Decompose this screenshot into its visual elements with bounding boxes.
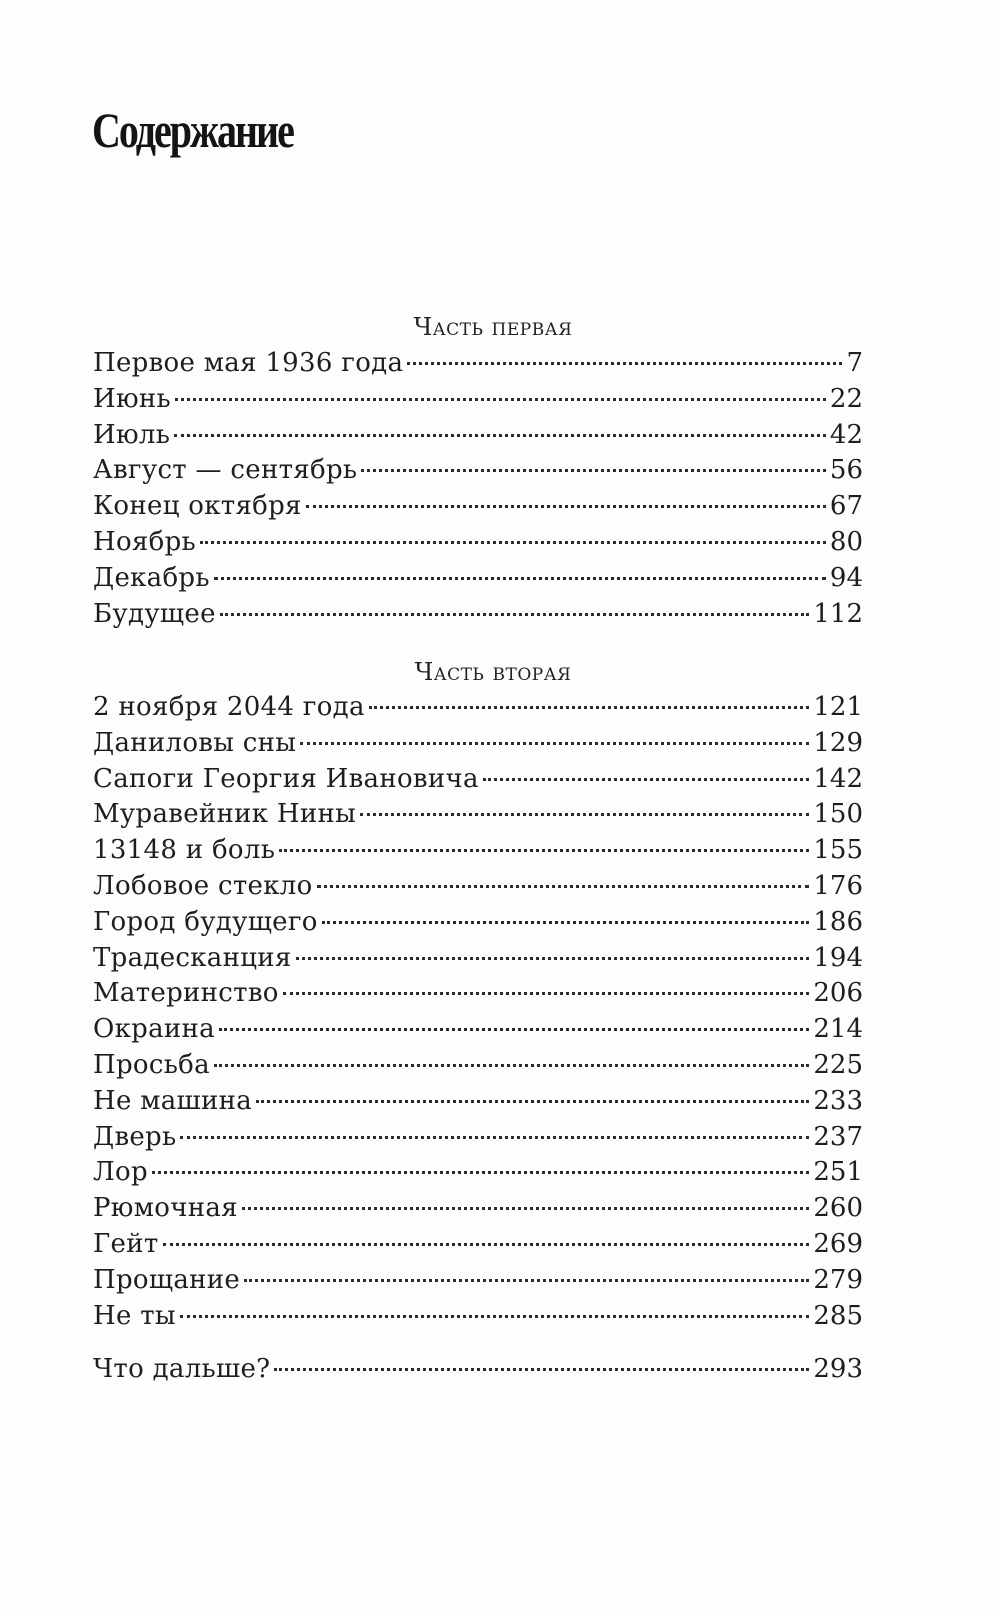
dot-leader bbox=[300, 742, 809, 745]
dot-leader bbox=[242, 1207, 810, 1210]
dot-leader bbox=[174, 434, 826, 437]
toc-entry-page: 94 bbox=[829, 562, 863, 593]
dot-leader bbox=[407, 362, 842, 365]
toc-entry[interactable] bbox=[93, 1120, 863, 1156]
dot-leader bbox=[306, 505, 826, 508]
toc-entry[interactable] bbox=[93, 941, 863, 977]
toc-entry-title: Традесканция bbox=[93, 942, 292, 973]
toc-entry-page: 233 bbox=[813, 1085, 863, 1116]
toc-entry-title: Июль bbox=[93, 419, 171, 450]
toc-entry-page: 22 bbox=[829, 383, 863, 414]
toc-entry[interactable] bbox=[93, 1084, 863, 1120]
part-two-heading: Часть вторая bbox=[414, 658, 572, 686]
epilogue-section bbox=[93, 1352, 863, 1388]
toc-entry[interactable] bbox=[93, 525, 863, 561]
page-title: Содержание bbox=[92, 102, 293, 158]
toc-entry-title: Сапоги Георгия Ивановича bbox=[93, 763, 479, 794]
toc-entry-title: 13148 и боль bbox=[93, 835, 276, 866]
toc-entry-page: 67 bbox=[829, 491, 863, 522]
dot-leader bbox=[180, 1315, 809, 1318]
toc-entry-title: Рюмочная bbox=[93, 1193, 238, 1224]
toc-entry[interactable] bbox=[93, 1048, 863, 1084]
dot-leader bbox=[214, 577, 826, 580]
toc-entry-page: 279 bbox=[813, 1264, 863, 1295]
toc-entry-page: 142 bbox=[813, 763, 863, 794]
toc-entry[interactable] bbox=[93, 1191, 863, 1227]
toc-entry-page: 260 bbox=[813, 1193, 863, 1224]
toc-entry[interactable] bbox=[93, 1227, 863, 1263]
toc-entry-title: Прощание bbox=[93, 1264, 241, 1295]
dot-leader bbox=[214, 1064, 809, 1067]
toc-entry-title: Июнь bbox=[93, 383, 171, 414]
dot-leader bbox=[220, 613, 810, 616]
toc-entry-page: 237 bbox=[813, 1121, 863, 1152]
toc-entry-page: 225 bbox=[813, 1049, 863, 1080]
part-two-entries bbox=[93, 690, 863, 1334]
dot-leader bbox=[296, 957, 810, 960]
toc-entry-title: Конец октября bbox=[93, 491, 302, 522]
toc-entry[interactable] bbox=[93, 869, 863, 905]
toc-entry-page: 42 bbox=[829, 419, 863, 450]
dot-leader bbox=[175, 398, 826, 401]
part-one-heading: Часть первая bbox=[413, 313, 573, 341]
toc-entry[interactable] bbox=[93, 797, 863, 833]
toc-entry-title: Муравейник Нины bbox=[93, 799, 357, 830]
toc-entry[interactable] bbox=[93, 726, 863, 762]
toc-entry[interactable] bbox=[93, 1012, 863, 1048]
dot-leader bbox=[279, 849, 809, 852]
dot-leader bbox=[163, 1243, 810, 1246]
toc-entry-title: Не ты bbox=[93, 1300, 176, 1331]
toc-entry-title: Просьба bbox=[93, 1049, 210, 1080]
toc-entry-page: 214 bbox=[813, 1014, 863, 1045]
toc-entry[interactable] bbox=[93, 489, 863, 525]
toc-entry-page: 7 bbox=[846, 348, 863, 378]
toc-entry-page: 80 bbox=[829, 526, 863, 557]
dot-leader bbox=[483, 778, 810, 781]
part-one-entries bbox=[93, 346, 863, 632]
toc-entry[interactable] bbox=[93, 976, 863, 1012]
dot-leader bbox=[180, 1136, 809, 1139]
toc-entry-title: Город будущего bbox=[93, 906, 318, 937]
toc-entry[interactable] bbox=[93, 382, 863, 418]
dot-leader bbox=[152, 1171, 809, 1174]
dot-leader bbox=[219, 1028, 809, 1031]
toc-entry[interactable] bbox=[93, 1155, 863, 1191]
toc-entry[interactable] bbox=[93, 561, 863, 597]
toc-entry-page: 206 bbox=[813, 978, 863, 1009]
toc-entry-page: 155 bbox=[813, 835, 863, 866]
toc-entry-title: Не машина bbox=[93, 1085, 253, 1116]
toc-entry-title: Лобовое стекло bbox=[93, 870, 313, 901]
toc-entry-page: 285 bbox=[813, 1300, 863, 1331]
toc-entry-title: Будущее bbox=[93, 598, 216, 629]
toc-entry[interactable] bbox=[93, 905, 863, 941]
dot-leader bbox=[200, 541, 826, 544]
toc-entry-title: Дверь bbox=[93, 1121, 177, 1152]
toc-entry[interactable] bbox=[93, 346, 863, 382]
toc-entry-epilogue[interactable] bbox=[93, 1352, 863, 1388]
toc-entry-page: 150 bbox=[813, 799, 863, 830]
toc-entry-page: 194 bbox=[813, 942, 863, 973]
toc-entry-title: Материнство bbox=[93, 978, 279, 1009]
part-two-section bbox=[93, 653, 863, 691]
toc-entry-page: 251 bbox=[813, 1157, 863, 1188]
toc-entry-page: 269 bbox=[813, 1228, 863, 1259]
part-one-section bbox=[93, 308, 863, 346]
toc-entry-title: Август — сентябрь bbox=[93, 455, 358, 486]
toc-entry[interactable] bbox=[93, 833, 863, 869]
dot-leader bbox=[274, 1368, 809, 1371]
toc-entry-title: Лор bbox=[93, 1157, 148, 1188]
dot-leader bbox=[283, 992, 810, 995]
toc-entry[interactable] bbox=[93, 1263, 863, 1299]
dot-leader bbox=[317, 885, 810, 888]
toc-entry-page: 186 bbox=[813, 906, 863, 937]
dot-leader bbox=[322, 921, 810, 924]
dot-leader bbox=[361, 469, 826, 472]
toc-entry-page: 56 bbox=[829, 455, 863, 486]
toc-entry-title: Что дальше? bbox=[93, 1354, 271, 1384]
toc-entry-title: Окраина bbox=[93, 1014, 215, 1045]
toc-entry-page: 293 bbox=[813, 1354, 863, 1384]
toc-entry-title: 2 ноября 2044 года bbox=[93, 692, 365, 722]
toc-entry[interactable] bbox=[93, 597, 863, 633]
toc-entry[interactable] bbox=[93, 762, 863, 798]
toc-entry-page: 176 bbox=[813, 870, 863, 901]
toc-entry[interactable] bbox=[93, 418, 863, 454]
toc-entry-title: Даниловы сны bbox=[93, 727, 297, 758]
toc-entry-title: Декабрь bbox=[93, 562, 210, 593]
toc-entry-page: 129 bbox=[813, 727, 863, 758]
dot-leader bbox=[256, 1100, 809, 1103]
dot-leader bbox=[360, 813, 809, 816]
toc-entry[interactable] bbox=[93, 453, 863, 489]
dot-leader bbox=[369, 706, 810, 709]
toc-entry-title: Гейт bbox=[93, 1228, 159, 1259]
toc-entry-title: Первое мая 1936 года bbox=[93, 348, 404, 378]
toc-entry[interactable] bbox=[93, 1299, 863, 1335]
toc-entry-title: Ноябрь bbox=[93, 526, 196, 557]
toc-entry-page: 121 bbox=[813, 692, 863, 722]
toc-entry[interactable] bbox=[93, 690, 863, 726]
dot-leader bbox=[244, 1279, 809, 1282]
toc-entry-page: 112 bbox=[813, 598, 863, 629]
